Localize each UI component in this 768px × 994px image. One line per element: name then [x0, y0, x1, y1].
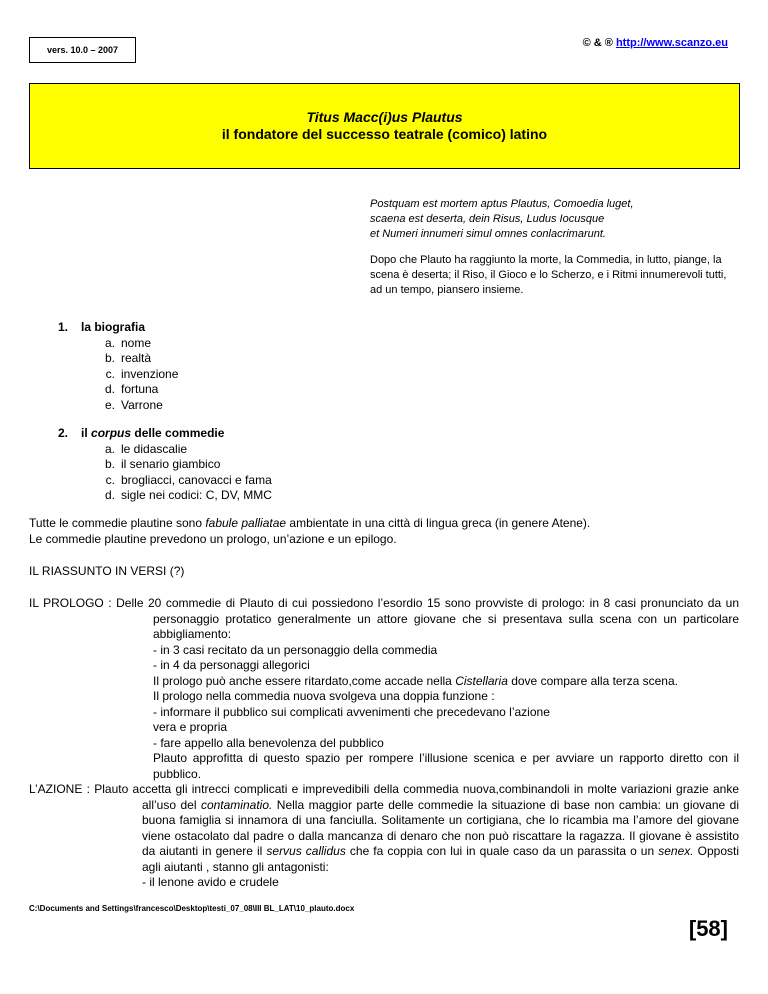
- copyright-symbols: © & ®: [582, 37, 613, 49]
- epigraph-latin-3: et Numeri innumeri simul omnes conlacrimarunt.: [370, 228, 606, 240]
- list-item: d. sigle nei codici: C, DV, MMC: [104, 488, 272, 502]
- page-number: [58]: [688, 916, 728, 941]
- outline-heading: la biografia: [81, 320, 146, 334]
- outline-section-2: [58, 426, 272, 504]
- list-item: c. invenzione: [105, 366, 179, 381]
- outline-number: 1.: [58, 320, 69, 334]
- prologo-label: IL PROLOGO :: [29, 596, 117, 610]
- azione-label: L’AZIONE :: [29, 782, 95, 796]
- epigraph-latin-1: Postquam est mortem aptus Plautus, Comoedia luget,: [370, 198, 634, 210]
- site-link[interactable]: http://www.scanzo.eu: [615, 37, 728, 49]
- version-box: vers. 10.0 – 2007: [29, 37, 136, 63]
- list-item: d. fortuna: [104, 382, 159, 396]
- intro-paragraph: Tutte le commedie plautine sono fabule palliatae ambientate in una città di lingua greca (in genere Atene). Le commedie plautine prevedono un prologo, un’azione e un epilogo.: [29, 516, 591, 546]
- outline-section-1: [58, 320, 178, 413]
- title-author: Titus Macc(i)us Plautus: [306, 109, 463, 125]
- title-box: [29, 83, 740, 169]
- riassunto-heading: IL RIASSUNTO IN VERSI (?): [29, 564, 185, 578]
- epigraph: [370, 197, 740, 298]
- list-item: a. le didascalie: [104, 441, 188, 456]
- list-item: b. realtà: [104, 351, 152, 365]
- copyright-line: [583, 37, 728, 49]
- title-subtitle: il fondatore del successo teatrale (comico) latino: [221, 126, 548, 142]
- prologo-section: IL PROLOGO : Delle 20 commedie di Plauto di cui possiedono l’esordio 15 sono provviste di prologo: in 8 casi pronunciato da un personaggio protatico generalmente un attore giovane che si presentava sulla scena con un particolare abbigliamento: - in 3 casi recitato da un personaggio della commedia - in 4 da personaggi allegorici Il prologo può anche essere ritardato,come accade nella Cistellaria dove compare alla terza scena. Il prologo nella commedia nuova svolgeva una doppia funzione : - informare il pubblico sui complicati avvenimenti che precedevano l’azione vera e propria - fare appello alla benevolenza del pubblico Plauto approfitta di questo spazio per rompere l’illusione scenica e per avviare un rapporto diretto con il pubblico.: [29, 596, 739, 781]
- epigraph-latin-2: scaena est deserta, dein Risus, Ludus Iocusque: [370, 213, 605, 225]
- list-item: b. il senario giambico: [104, 457, 221, 471]
- azione-section: L’AZIONE : Plauto accetta gli intrecci complicati e imprevedibili della commedia nuova,combinandoli in molte variazioni grazie anke all’uso del contaminatio. Nella maggior parte delle commedie la situazione di base non cambia: un giovane di buona famiglia si innamora di una fanciulla. Solitamente un cortigiana, che lo ricambia ma l’amore del giovane viene ostacolato dal padre o dalla mancanza di denaro che non può riscattare la ragazza. Il giovane è assistito da aiutanti in genere il servus callidus che fa coppia con lui in quale caso da un parassita o un senex. Opposti agli aiutanti , stanno gli antagonisti: - il lenone avido e crudele: [29, 782, 739, 889]
- list-item: c. brogliacci, canovacci e fama: [105, 472, 272, 487]
- file-path: C:\Documents and Settings\francesco\Desktop\testi_07_08\III BL_LAT\10_plauto.docx: [29, 904, 355, 913]
- list-item: e. Varrone: [104, 397, 163, 412]
- outline-number: 2.: [58, 426, 69, 440]
- outline-heading: il corpus delle commedie: [81, 426, 225, 440]
- list-item: a. nome: [104, 335, 152, 350]
- epigraph-translation: Dopo che Plauto ha raggiunto la morte, la Commedia, in lutto, piange, la scena è deserta; il Riso, il Gioco e lo Scherzo, e i Ritmi innumerevoli tutti, ad un tempo, piansero insieme.: [370, 254, 727, 296]
